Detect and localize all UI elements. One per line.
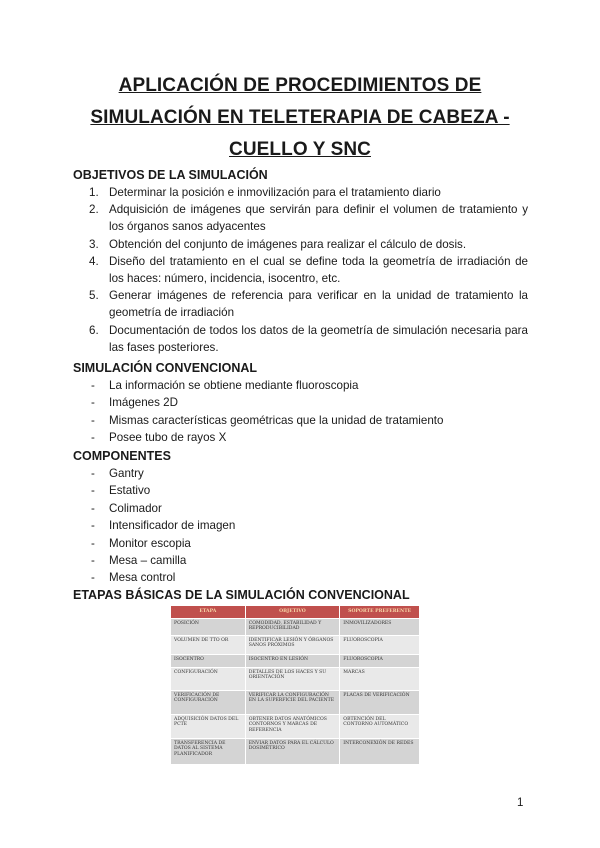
list-item: 3. Obtención del conjunto de imágenes para realizar el cálculo de dosis. [89, 237, 467, 251]
table-cell: FLUOROSCOPIA [340, 655, 420, 668]
column-header: OBJETIVO [245, 606, 340, 619]
dash-bullet-icon: - [91, 536, 95, 550]
list-item: - Posee tubo de rayos X [73, 429, 528, 446]
table-row [171, 655, 420, 668]
table-row [171, 715, 420, 739]
dash-bullet-icon: - [91, 519, 95, 533]
etapas-table [170, 605, 420, 765]
dash-bullet-icon: - [91, 484, 95, 498]
table-cell: INTERCONEXIÓN DE REDES [340, 739, 420, 765]
table-cell: OBTENCIÓN DEL CONTORNO AUTOMÁTICO [340, 715, 420, 739]
list-item: 1. Determinar la posición e inmovilización para el tratamiento diario [89, 186, 441, 199]
table-row [171, 691, 420, 715]
column-header: SOPORTE PREFERENTE [340, 606, 420, 619]
table-cell: ISOCENTRO [171, 655, 246, 668]
list-item: 5. Generar imágenes de referencia para verificar en la unidad de tratamiento la geometría de irradiación [89, 289, 528, 320]
list-item: - Estativo [73, 482, 528, 499]
objetivos-list [73, 184, 528, 356]
page-title: APLICACIÓN DE PROCEDIMIENTOS DE SIMULACIÓN EN TELETERAPIA DE CABEZA - CUELLO Y SNC [90, 75, 510, 160]
table-cell: OBTENER DATOS ANATÓMICOS CONTORNOS Y MARCAS DE REFERENCIA [245, 715, 340, 739]
dash-bullet-icon: - [91, 379, 95, 392]
convencional-heading: SIMULACIÓN CONVENCIONAL [73, 361, 258, 375]
column-header: ETAPA [171, 606, 246, 619]
dash-bullet-icon: - [91, 413, 95, 427]
list-item: - Mesa control [73, 569, 528, 586]
table-cell: MARCAS [340, 668, 420, 691]
dash-bullet-icon: - [91, 431, 95, 445]
objetivos-heading: OBJETIVOS DE LA SIMULACIÓN [73, 168, 268, 182]
table-cell: VOLUMEN DE TTO OR [171, 636, 246, 655]
dash-bullet-icon: - [91, 554, 95, 568]
table-row [171, 619, 420, 636]
table-cell: VERIFICACIÓN DE CONFIGURACIÓN [171, 691, 246, 715]
table-cell: PLACAS DE VERIFICACIÓN [340, 691, 420, 715]
list-item: 6. Documentación de todos los datos de la geometría de simulación necesaria para las fases posteriores. [89, 323, 528, 354]
table-cell: VERIFICAR LA CONFIGURACIÓN EN LA SUPERFICIE DEL PACIENTE [245, 691, 340, 715]
table-cell: DETALLES DE LOS HACES Y SU ORIENTACIÓN [245, 668, 340, 691]
list-item: - Monitor escopia [73, 535, 528, 552]
list-item: - La información se obtiene mediante fluoroscopia [73, 377, 528, 394]
dash-bullet-icon: - [91, 396, 95, 410]
list-item: - Colimador [73, 500, 528, 517]
list-item: - Imágenes 2D [73, 394, 528, 411]
componentes-heading: COMPONENTES [73, 449, 171, 463]
list-item: - Mismas características geométricas que la unidad de tratamiento [73, 412, 528, 429]
dash-bullet-icon: - [91, 467, 95, 480]
list-item: 2. Adquisición de imágenes que servirán para definir el volumen de tratamiento y los órganos sanos adyacentes [89, 203, 528, 234]
list-item: - Mesa – camilla [73, 552, 528, 569]
table-cell: ADQUISICIÓN DATOS DEL PCTE [171, 715, 246, 739]
page-number: 1 [517, 797, 524, 809]
table-header-row [171, 606, 420, 619]
table-row [171, 668, 420, 691]
table-cell: TRANSFERENCIA DE DATOS AL SISTEMA PLANIFICADOR [171, 739, 246, 765]
table-row [171, 636, 420, 655]
table-cell: INMOVILIZADORES [340, 619, 420, 636]
table-cell: POSICIÓN [171, 619, 246, 636]
table-cell: FLUOROSCOPIA [340, 636, 420, 655]
table-cell: COMODIDAD, ESTABILIDAD Y REPRODUCIBILIDAD [245, 619, 340, 636]
convencional-list [73, 377, 528, 447]
dash-bullet-icon: - [91, 501, 95, 515]
table-row [171, 739, 420, 765]
dash-bullet-icon: - [91, 571, 95, 585]
list-item: - Gantry [73, 465, 528, 482]
list-item: - Intensificador de imagen [73, 517, 528, 534]
table-cell: IDENTIFICAR LESIÓN Y ÓRGANOS SANOS PRÓXIMOS [245, 636, 340, 655]
componentes-list [73, 465, 528, 587]
list-item: 4. Diseño del tratamiento en el cual se define toda la geometría de irradiación de los haces: número, incidencia, isocentro, etc. [89, 254, 528, 286]
etapas-heading: ETAPAS BÁSICAS DE LA SIMULACIÓN CONVENCIONAL [73, 588, 410, 602]
table-cell: CONFIGURACIÓN [171, 668, 246, 691]
table-cell: ISOCENTRO EN LESIÓN [245, 655, 340, 668]
table-cell: ENVIAR DATOS PARA EL CÁLCULO DOSIMÉTRICO [245, 739, 340, 765]
